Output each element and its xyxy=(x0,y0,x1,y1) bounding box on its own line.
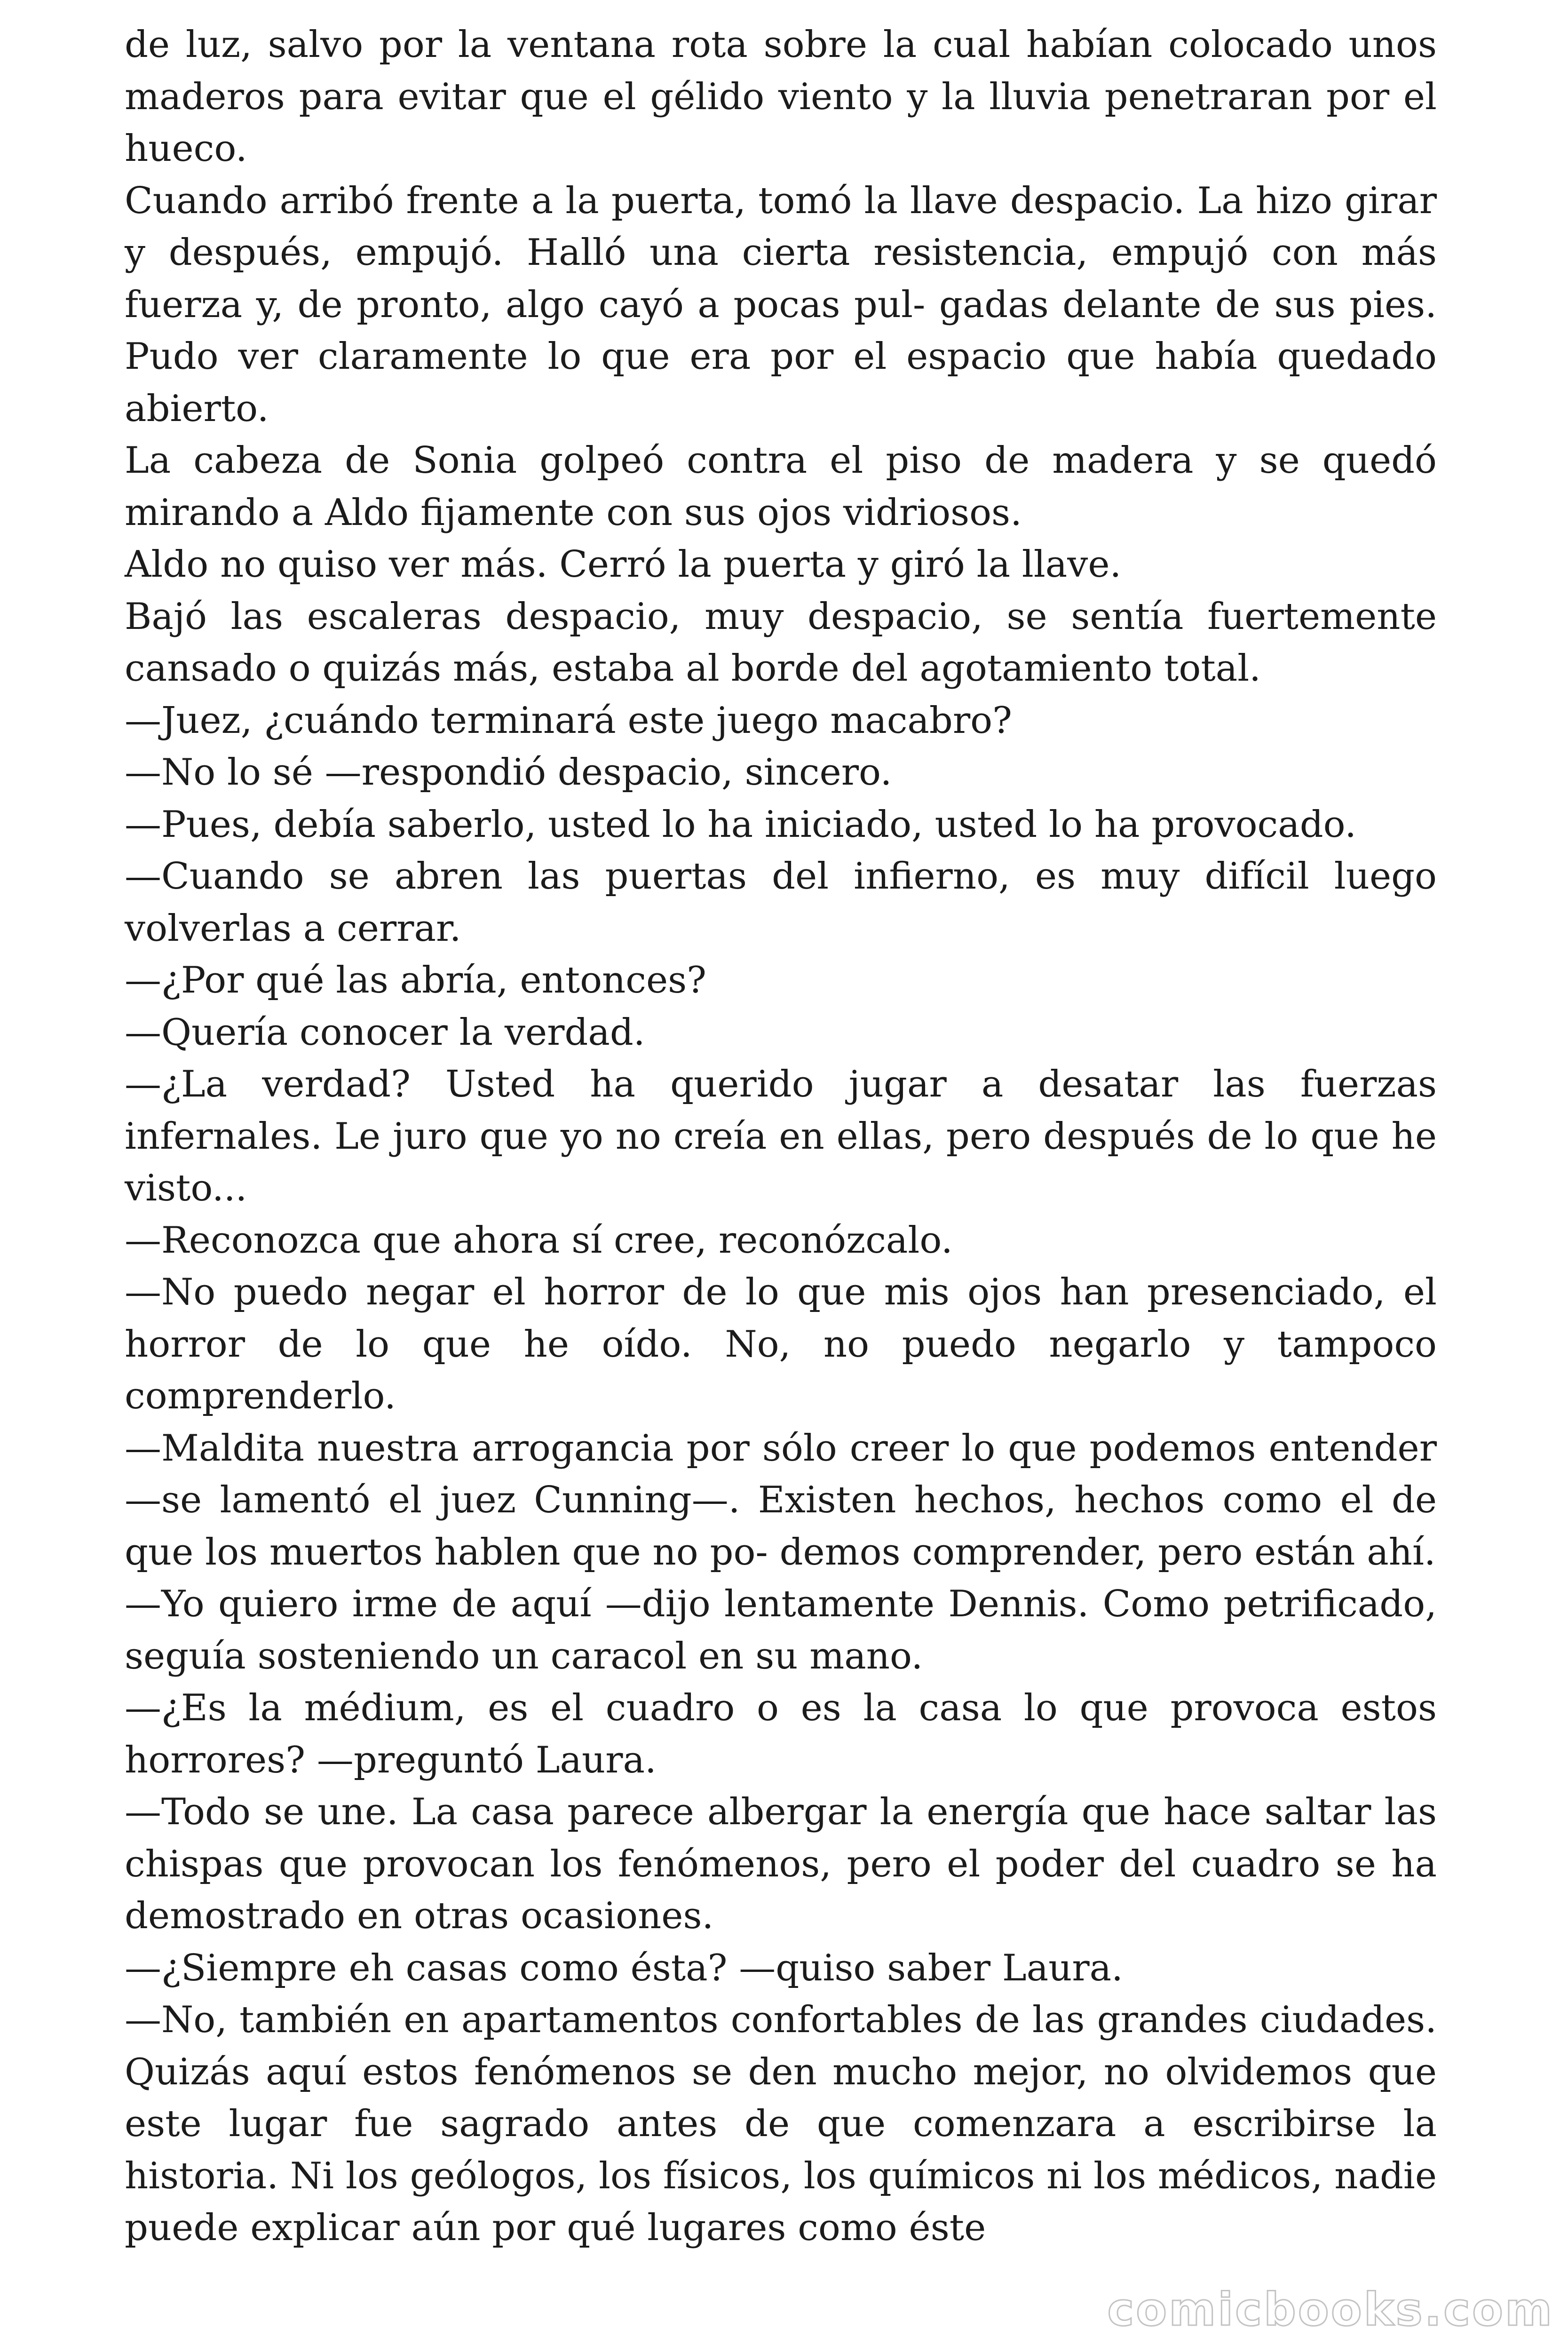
dialogue-line: —No lo sé —respondió despacio, sincero. xyxy=(125,751,892,794)
dialogue-line: —No, también en apartamentos confortables de las grandes ciudades. Quizás aquí estos fenómenos se den mucho mejor, no olvidemos que este lugar fue sagrado antes de que comenzara a escribirse la historia. Ni los geólogos, los físicos, los químicos ni los médicos, nadie puede explicar aún por qué lugares como éste xyxy=(125,1999,1437,2249)
dialogue-line: —Maldita nuestra arrogancia por sólo creer lo que podemos entender —se lamentó el juez Cunning—. Existen hechos, hechos como el de que los muertos hablen que no po- demos comprender, pero están ahí. xyxy=(125,1427,1437,1573)
dialogue-line: —Quería conocer la verdad. xyxy=(125,1011,645,1054)
dialogue-line: —No puedo negar el horror de lo que mis ojos han presenciado, el horror de lo que he oído. No, no puedo negarlo y tampoco comprenderlo. xyxy=(125,1271,1437,1417)
dialogue-line: —¿La verdad? Usted ha querido jugar a desatar las fuerzas infernales. Le juro que yo no creía en ellas, pero después de lo que he visto... xyxy=(125,1063,1437,1209)
dialogue-line: —Cuando se abren las puertas del infierno, es muy difícil luego volverlas a cerrar. xyxy=(125,855,1437,950)
dialogue-line: —Todo se une. La casa parece albergar la energía que hace saltar las chispas que provocan los fenómenos, pero el poder del cuadro se ha demostrado en otras ocasiones. xyxy=(125,1791,1437,1937)
dialogue-line: —Reconozca que ahora sí cree, reconózcalo. xyxy=(125,1219,953,1262)
paragraph: La cabeza de Sonia golpeó contra el piso de madera y se quedó mirando a Aldo fijamente con sus ojos vidriosos. xyxy=(125,439,1437,534)
dialogue-line: —¿Siempre eh casas como ésta? —quiso saber Laura. xyxy=(125,1947,1123,1989)
paragraph: Bajó las escaleras despacio, muy despacio, se sentía fuertemente cansado o quizás más, estaba al borde del agotamiento total. xyxy=(125,595,1437,690)
paragraph: Aldo no quiso ver más. Cerró la puerta y giró la llave. xyxy=(125,543,1122,586)
dialogue-line: —¿Es la médium, es el cuadro o es la casa lo que provoca estos horrores? —preguntó Laura. xyxy=(125,1687,1437,1781)
dialogue-line: —¿Por qué las abría, entonces? xyxy=(125,959,706,1001)
document-page xyxy=(125,19,1437,2254)
dialogue-line: —Pues, debía saberlo, usted lo ha iniciado, usted lo ha provocado. xyxy=(125,803,1357,846)
dialogue-line: —Juez, ¿cuándo terminará este juego macabro? xyxy=(125,699,1012,742)
paragraph: de luz, salvo por la ventana rota sobre la cual habían colocado unos maderos para evitar que el gélido viento y la lluvia penetraran por el hueco. xyxy=(125,24,1437,170)
watermark-logo: comicbooks.com xyxy=(1107,2283,1554,2336)
dialogue-line: —Yo quiero irme de aquí —dijo lentamente Dennis. Como petrificado, seguía sosteniendo un caracol en su mano. xyxy=(125,1583,1437,1677)
paragraph: Cuando arribó frente a la puerta, tomó la llave despacio. La hizo girar y después, empujó. Halló una cierta resistencia, empujó con más fuerza y, de pronto, algo cayó a pocas pul- gadas delante de sus pies. Pudo ver claramente lo que era por el espacio que había quedado abierto. xyxy=(125,179,1437,430)
